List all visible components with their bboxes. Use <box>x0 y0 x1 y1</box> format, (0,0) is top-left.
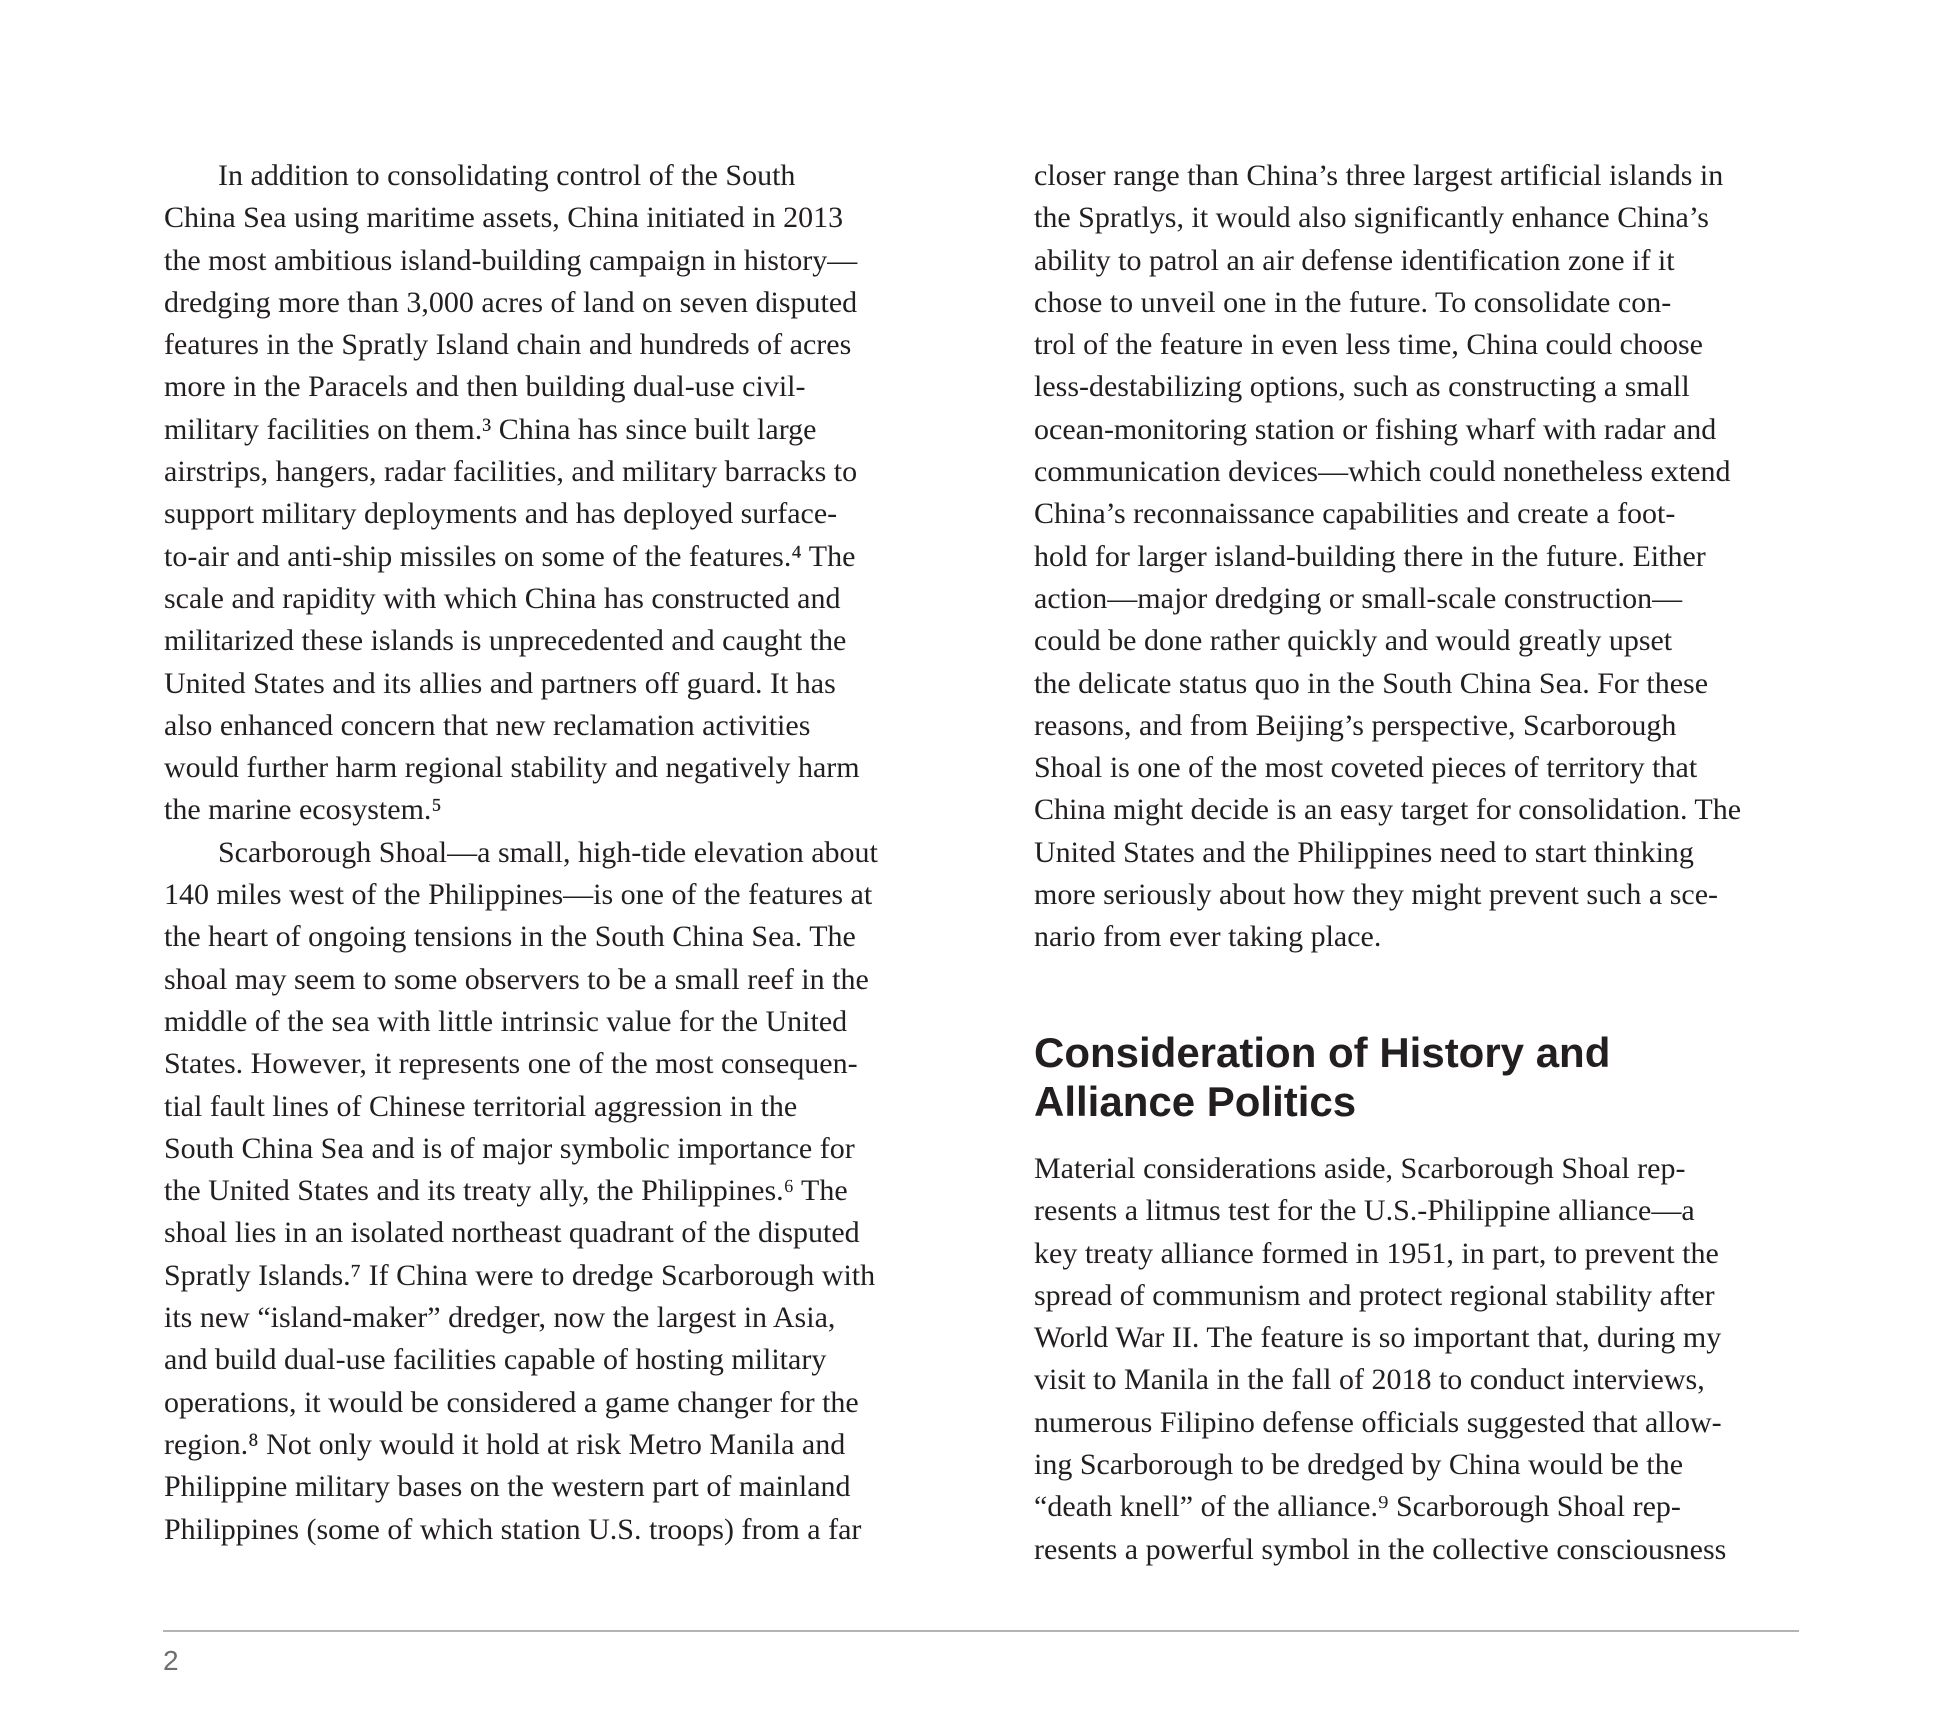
text-line: Material considerations aside, Scarborough Shoal rep- <box>1034 1152 1686 1185</box>
text-line: China Sea using maritime assets, China initiated in 2013 <box>164 201 844 235</box>
text-line: dredging more than 3,000 acres of land on seven disputed <box>164 285 858 319</box>
text-line: World War II. The feature is so important that, during my <box>1034 1321 1722 1355</box>
text-line: closer range than China’s three largest artificial islands in <box>1034 159 1724 192</box>
text-line: nario from ever taking place. <box>1034 920 1382 954</box>
section-heading-line: Alliance Politics <box>1034 1078 1357 1125</box>
text-line: China might decide is an easy target for consolidation. The <box>1034 793 1742 827</box>
text-line: could be done rather quickly and would greatly upset <box>1034 624 1673 658</box>
left-column <box>164 155 932 1551</box>
text-line: region.⁸ Not only would it hold at risk Metro Manila and <box>164 1427 846 1461</box>
text-line: United States and the Philippines need to start thinking <box>1034 835 1694 869</box>
text-line: shoal lies in an isolated northeast quadrant of the disputed <box>164 1216 860 1250</box>
text-line: Philippines (some of which station U.S. troops) from a far <box>164 1512 862 1546</box>
text-line: communication devices—which could nonetheless extend <box>1034 455 1731 489</box>
text-line: shoal may seem to some observers to be a small reef in the <box>164 962 869 996</box>
footer-divider <box>163 1630 1799 1632</box>
text-line: visit to Manila in the fall of 2018 to conduct interviews, <box>1034 1363 1705 1397</box>
text-line: Scarborough Shoal—a small, high-tide elevation about <box>218 835 878 869</box>
text-line: Philippine military bases on the western part of mainland <box>164 1470 851 1504</box>
text-line: operations, it would be considered a game changer for the <box>164 1385 859 1419</box>
text-line: tial fault lines of Chinese territorial aggression in the <box>164 1089 798 1123</box>
text-line: China’s reconnaissance capabilities and create a foot- <box>1034 497 1676 531</box>
text-line: scale and rapidity with which China has constructed and <box>164 581 841 615</box>
text-line: ocean-monitoring station or fishing wharf with radar and <box>1034 412 1717 446</box>
text-line: airstrips, hangers, radar facilities, and military barracks to <box>164 455 858 489</box>
text-line: Shoal is one of the most coveted pieces of territory that <box>1034 751 1698 785</box>
section-body <box>1034 1148 1814 1571</box>
text-line: resents a powerful symbol in the collective consciousness <box>1034 1532 1727 1566</box>
text-line: 140 miles west of the Philippines—is one of the features at <box>164 878 873 912</box>
text-line: the heart of ongoing tensions in the South China Sea. The <box>164 920 856 954</box>
text-line: Spratly Islands.⁷ If China were to dredge Scarborough with <box>164 1258 876 1292</box>
text-line: support military deployments and has deployed surface- <box>164 497 838 531</box>
text-line: In addition to consolidating control of the South <box>218 159 796 192</box>
text-line: less-destabilizing options, such as constructing a small <box>1034 370 1690 404</box>
right-column <box>1034 155 1802 959</box>
text-line: resents a litmus test for the U.S.-Philippine alliance—a <box>1034 1194 1695 1228</box>
text-line: also enhanced concern that new reclamation activities <box>164 708 811 742</box>
text-line: ability to patrol an air defense identification zone if it <box>1034 243 1675 277</box>
text-line: military facilities on them.³ China has since built large <box>164 412 817 446</box>
text-line: United States and its allies and partners off guard. It has <box>164 666 836 700</box>
page-number: 2 <box>163 1645 179 1676</box>
text-line: to-air and anti-ship missiles on some of the features.⁴ The <box>164 539 856 573</box>
section-heading <box>1034 1028 1814 1126</box>
text-line: spread of communism and protect regional stability after <box>1034 1278 1715 1312</box>
text-line: the delicate status quo in the South China Sea. For these <box>1034 666 1709 700</box>
text-line: middle of the sea with little intrinsic value for the United <box>164 1004 848 1038</box>
text-line: militarized these islands is unprecedented and caught the <box>164 624 847 658</box>
text-line: its new “island-maker” dredger, now the largest in Asia, <box>164 1301 836 1335</box>
text-line: action—major dredging or small-scale construction— <box>1034 581 1683 615</box>
text-line: the marine ecosystem.⁵ <box>164 793 442 827</box>
text-line: reasons, and from Beijing’s perspective, Scarborough <box>1034 708 1677 742</box>
text-line: and build dual-use facilities capable of hosting military <box>164 1343 827 1377</box>
text-line: hold for larger island-building there in the future. Either <box>1034 539 1706 573</box>
text-line: States. However, it represents one of the most consequen- <box>164 1047 858 1081</box>
text-line: key treaty alliance formed in 1951, in part, to prevent the <box>1034 1236 1719 1270</box>
text-line: “death knell” of the alliance.⁹ Scarborough Shoal rep- <box>1034 1490 1681 1524</box>
text-line: the United States and its treaty ally, the Philippines.⁶ The <box>164 1174 848 1208</box>
text-line: South China Sea and is of major symbolic importance for <box>164 1131 855 1165</box>
text-line: chose to unveil one in the future. To consolidate con- <box>1034 285 1672 319</box>
text-line: more in the Paracels and then building dual-use civil- <box>164 370 806 404</box>
text-line: numerous Filipino defense officials suggested that allow- <box>1034 1405 1722 1439</box>
text-line: would further harm regional stability and negatively harm <box>164 751 860 785</box>
text-line: the Spratlys, it would also significantly enhance China’s <box>1034 201 1709 235</box>
text-line: the most ambitious island-building campaign in history— <box>164 243 858 277</box>
text-line: more seriously about how they might prevent such a sce- <box>1034 878 1718 912</box>
text-line: features in the Spratly Island chain and hundreds of acres <box>164 328 852 362</box>
section-heading-line: Consideration of History and <box>1034 1029 1611 1076</box>
text-line: ing Scarborough to be dredged by China would be the <box>1034 1448 1684 1482</box>
text-line: trol of the feature in even less time, China could choose <box>1034 328 1703 362</box>
